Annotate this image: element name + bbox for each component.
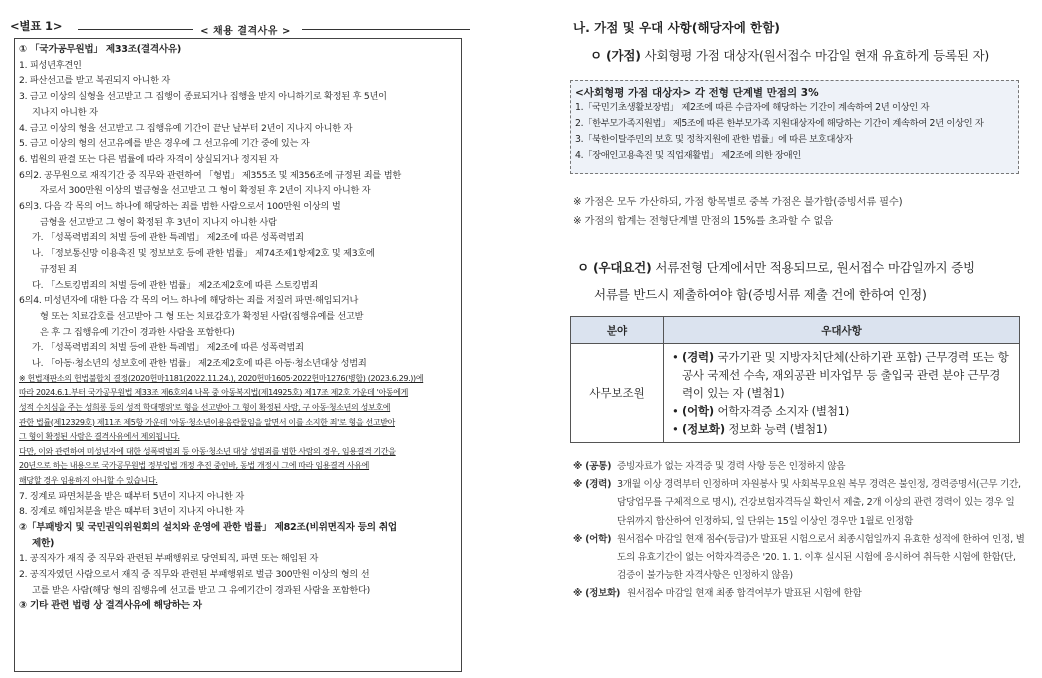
table-header-row	[571, 317, 1020, 344]
footnote-text: 원서접수 마감일 현재 점수(등급)가 발표된 시험으로서 최종시험일까지 유효한 성적에 한하여 인정, 별도의 유효기간이 없는 어학자격증은 '20. 1. 1. 이후 실시된 시험에 응시하여 취득한 시험에 한함(단, 검증이 불가능한 자격사항은 인정하지 않음)	[617, 533, 1025, 582]
bonus-text: 사회형평 가점 대상자(원서접수 마감일 현재 유효하게 등록된 자)	[640, 48, 990, 63]
pref-item-label: (어학)	[682, 404, 714, 418]
s1-item: 나. 「아동·청소년의 성보호에 관한 법률」 제2조제2호에 따른 아동·청소년대상 성범죄	[32, 358, 367, 370]
pref-text-2: 서류를 반드시 제출하여야 함(증빙서류 제출 건에 한하여 인정)	[594, 287, 927, 302]
bonus-box-item: 2.「한부모가족지원법」 제5조에 따른 한부모가족 지원대상자에 해당하는 기간이 계속하여 2년 이상인 자	[575, 118, 984, 129]
s1-item: 8. 징계로 해임처분을 받은 때부터 3년이 지나지 아니한 자	[19, 506, 244, 518]
header-rule-right	[302, 29, 470, 30]
note-line: ※ 헌법재판소의 헌법불합치 결정(2020헌마1181(2022.11.24.), 2020헌마1605·2022헌마1276(병합) (2023.6.29.))에	[19, 373, 424, 383]
note-line: 그 형이 확정된 사람은 결격사유에서 제외됩니다.	[19, 432, 180, 442]
header-rule-left	[78, 29, 193, 30]
pref-item: • (정보화) 정보화 능력 (별첨1)	[672, 422, 828, 436]
s1-item: 가. 「성폭력범죄의 처벌 등에 관한 특례법」 제2조에 따른 성폭력범죄	[32, 232, 304, 244]
pref-item-label: (경력)	[682, 350, 714, 364]
footnote-label: ※ (어학)	[573, 533, 612, 545]
note-line: 관한 법률(제12329호) 제11조 제5항 가운데 '아동·청소년이용음란물임을 알면서 이를 소지한 죄'로 형을 선고받아	[19, 417, 395, 427]
s1-item: 나. 「정보통신망 이용촉진 및 정보보호 등에 관한 법률」 제74조제1항제2호 및 제3호에	[32, 248, 375, 260]
court-ruling-note	[19, 372, 457, 489]
bonus-box-item: 1.「국민기초생활보장법」 제2조에 따른 수급자에 해당하는 기간이 계속하여 2년 이상인 자	[575, 102, 930, 113]
note-line: 해당할 경우 임용하지 아니할 수 있습니다.	[19, 475, 158, 485]
table-row	[571, 344, 1020, 443]
s1-item: 2. 파산선고를 받고 복권되지 아니한 자	[19, 75, 170, 87]
s1-item: 5. 금고 이상의 형의 선고유예를 받은 경우에 그 선고유예 기간 중에 있는 자	[19, 138, 310, 150]
pref-line-1	[577, 258, 975, 276]
s1-item: 6의2. 공무원으로 재직기간 중 직무와 관련하여 「형법」 제355조 및 제356조에 규정된 죄를 범한	[19, 169, 401, 181]
section-2-heading: ②「부패방지 및 국민권익위원회의 설치와 운영에 관한 법률」 제82조(비위면직자 등의 취업	[19, 521, 397, 533]
s1-item: 다. 「스토킹범죄의 처벌 등에 관한 법률」 제2조제2호에 따른 스토킹범죄	[32, 279, 318, 291]
section-1-heading: ① 「국가공무원법」 제33조(결격사유)	[19, 44, 182, 55]
footnote-common	[573, 458, 1025, 476]
bonus-line	[590, 46, 989, 64]
footnote-language	[573, 531, 1025, 586]
note-line: 20년으로 하는 내용으로 국가공무원법 정부입법 개정 추진 중인바, 동법 개정시 그에 따라 임용결격 사유에	[19, 461, 370, 471]
note-line: 다만, 이와 관련하여 미성년자에 대한 성폭력범죄 등 아동·청소년 대상 성범죄를 범한 사람의 경우, 임용결격 기간을	[19, 446, 396, 456]
s2-item: 1. 공직자가 재직 중 직무와 관련된 부패행위로 당연퇴직, 파면 또는 해임된 자	[19, 553, 319, 565]
s1-item: 은 후 그 집행유예 기간이 경과한 사람을 포함한다)	[40, 326, 235, 338]
bonus-note: ※ 가점의 합계는 전형단계별 만점의 15%를 초과할 수 없음	[573, 215, 833, 227]
s1-item: 규정된 죄	[40, 263, 78, 275]
footnote-label: ※ (경력)	[573, 479, 612, 491]
bonus-box-item: 4.「장애인고용촉진 및 직업재활법」 제2조에 의한 장애인	[575, 150, 801, 161]
preference-table	[570, 316, 1020, 443]
pref-item-text: 국가기관 및 지방자치단체(산하기관 포함) 근무경력 또는 항공사 국제선 수속, 재외공관 비자업무 등 출입국 관련 분야 근무경력이 있는 자 (별첨1)	[682, 350, 1009, 400]
footnote-label: ※ (정보화)	[573, 588, 621, 600]
bonus-label: ㅇ (가점)	[590, 48, 641, 63]
pref-label: ㅇ (우대요건)	[577, 260, 652, 275]
pref-item-text: 어학자격증 소지자 (별첨1)	[713, 404, 850, 418]
pref-item-label: (정보화)	[682, 422, 725, 436]
s1-item: 6의3. 다음 각 목의 어느 하나에 해당하는 죄를 범한 사람으로서 100만원 이상의 벌	[19, 201, 341, 213]
disqualification-content	[15, 39, 461, 614]
footnote-career	[573, 476, 1025, 531]
footnote-text: 3개월 이상 경력부터 인정하며 자원봉사 및 사회복무요원 복무 경력은 불인정, 경력증명서(근무 기간, 담당업무를 구체적으로 명시), 건강보험자격득실 확인서 제출, 2개 이상의 관련 경력이 있는 경우 일 단위까지 합산하여 인정하되, 일 단위는 15일 이상인 경우만 1월로 인정함	[617, 479, 1021, 527]
pref-item: • (경력) 국가기관 및 지방자치단체(산하기관 포함) 근무경력 또는 항공사 국제선 수속, 재외공관 비자업무 등 출입국 관련 분야 근무경력이 있는 자 (별첨1)	[672, 350, 1009, 400]
s1-item: 1. 피성년후견인	[19, 59, 82, 71]
preference-cell	[664, 344, 1020, 443]
bonus-note: ※ 가점은 모두 가산하되, 가점 항목별로 중복 가점은 불가함(증빙서류 필수)	[573, 196, 903, 208]
appendix-tag: <별표 1>	[10, 19, 63, 33]
header-preference: 우대사항	[664, 317, 1020, 344]
bonus-box-item: 3.「북한이탈주민의 보호 및 정착지원에 관한 법률」에 따른 보호대상자	[575, 134, 853, 145]
s1-item: 7. 징계로 파면처분을 받은 때부터 5년이 지나지 아니한 자	[19, 490, 244, 502]
note-line: 성적 수치심을 주는 성희롱 등의 성적 학대행위'로 형을 선고받아 그 형이 확정된 사람, 구 아동·청소년의 성보호에	[19, 402, 391, 412]
footnote-label: ※ (공통)	[573, 461, 612, 472]
pref-item: • (어학) 어학자격증 소지자 (별첨1)	[672, 404, 850, 418]
pref-item-text: 정보화 능력 (별첨1)	[724, 422, 828, 436]
s1-item: 가. 「성폭력범죄의 처벌 등에 관한 특례법」 제2조에 따른 성폭력범죄	[32, 342, 304, 354]
appendix-title: < 채용 결격사유 >	[200, 26, 291, 37]
s1-item: 6. 법원의 판결 또는 다른 법률에 따라 자격이 상실되거나 정지된 자	[19, 153, 279, 165]
appendix-header	[10, 18, 462, 38]
s1-item: 6의4. 미성년자에 대한 다음 각 목의 어느 하나에 해당하는 죄를 저질러 파면·해임되거나	[19, 295, 359, 307]
s1-item: 지나지 아니한 자	[32, 106, 98, 118]
s1-item: 4. 금고 이상의 형을 선고받고 그 집행유예 기간이 끝난 날부터 2년이 지나지 아니한 자	[19, 122, 353, 134]
s1-item: 3. 금고 이상의 실형을 선고받고 그 집행이 종료되거나 집행을 받지 아니하기로 확정된 후 5년이	[19, 91, 387, 103]
header-field: 분야	[571, 317, 664, 344]
pref-text-1: 서류전형 단계에서만 적용되므로, 원서접수 마감일까지 증빙	[651, 260, 975, 275]
s1-item: 금형을 선고받고 그 형이 확정된 후 3년이 지나지 아니한 사람	[40, 216, 277, 228]
bonus-target-box	[570, 80, 1019, 174]
s1-item: 형 또는 치료감호를 선고받아 그 형 또는 치료감호가 확정된 사람(집행유예를 선고받	[40, 310, 364, 322]
footnote-text: 증빙자료가 없는 자격증 및 경력 사항 등은 인정하지 않음	[617, 461, 846, 472]
category-cell: 사무보조원	[571, 344, 664, 443]
section-3-heading: ③ 기타 관련 법령 상 결격사유에 해당하는 자	[19, 600, 202, 612]
section-2-heading-cont: 제한)	[32, 537, 55, 549]
footnote-text: 원서접수 마감일 현재 최종 합격여부가 발표된 시험에 한함	[627, 588, 862, 600]
disqualification-box	[14, 38, 462, 672]
section-title: 나. 가점 및 우대 사항(해당자에 한함)	[573, 20, 780, 35]
s1-item: 자로서 300만원 이상의 벌금형을 선고받고 그 형이 확정된 후 2년이 지나지 아니한 자	[40, 185, 371, 197]
footnote-it	[573, 585, 1025, 603]
bonus-box-heading: <사회형평 가점 대상자> 각 전형 단계별 만점의 3%	[575, 87, 819, 99]
s2-item: 2. 공직자였던 사람으로서 재직 중 직무와 관련된 부패행위로 벌금 300만원 이상의 형의 선	[19, 569, 370, 581]
s2-item: 고를 받은 사람(해당 형의 집행유예 선고를 받고 그 유예기간이 경과된 사람을 포함한다)	[32, 584, 370, 596]
footnotes	[573, 458, 1025, 604]
note-line: 따라 2024.6.1.부터 국가공무원법 제33조 제6호의4 나목 중 아동복지법(제14925호) 제17조 제2호 가운데 '아동에게	[19, 388, 409, 398]
